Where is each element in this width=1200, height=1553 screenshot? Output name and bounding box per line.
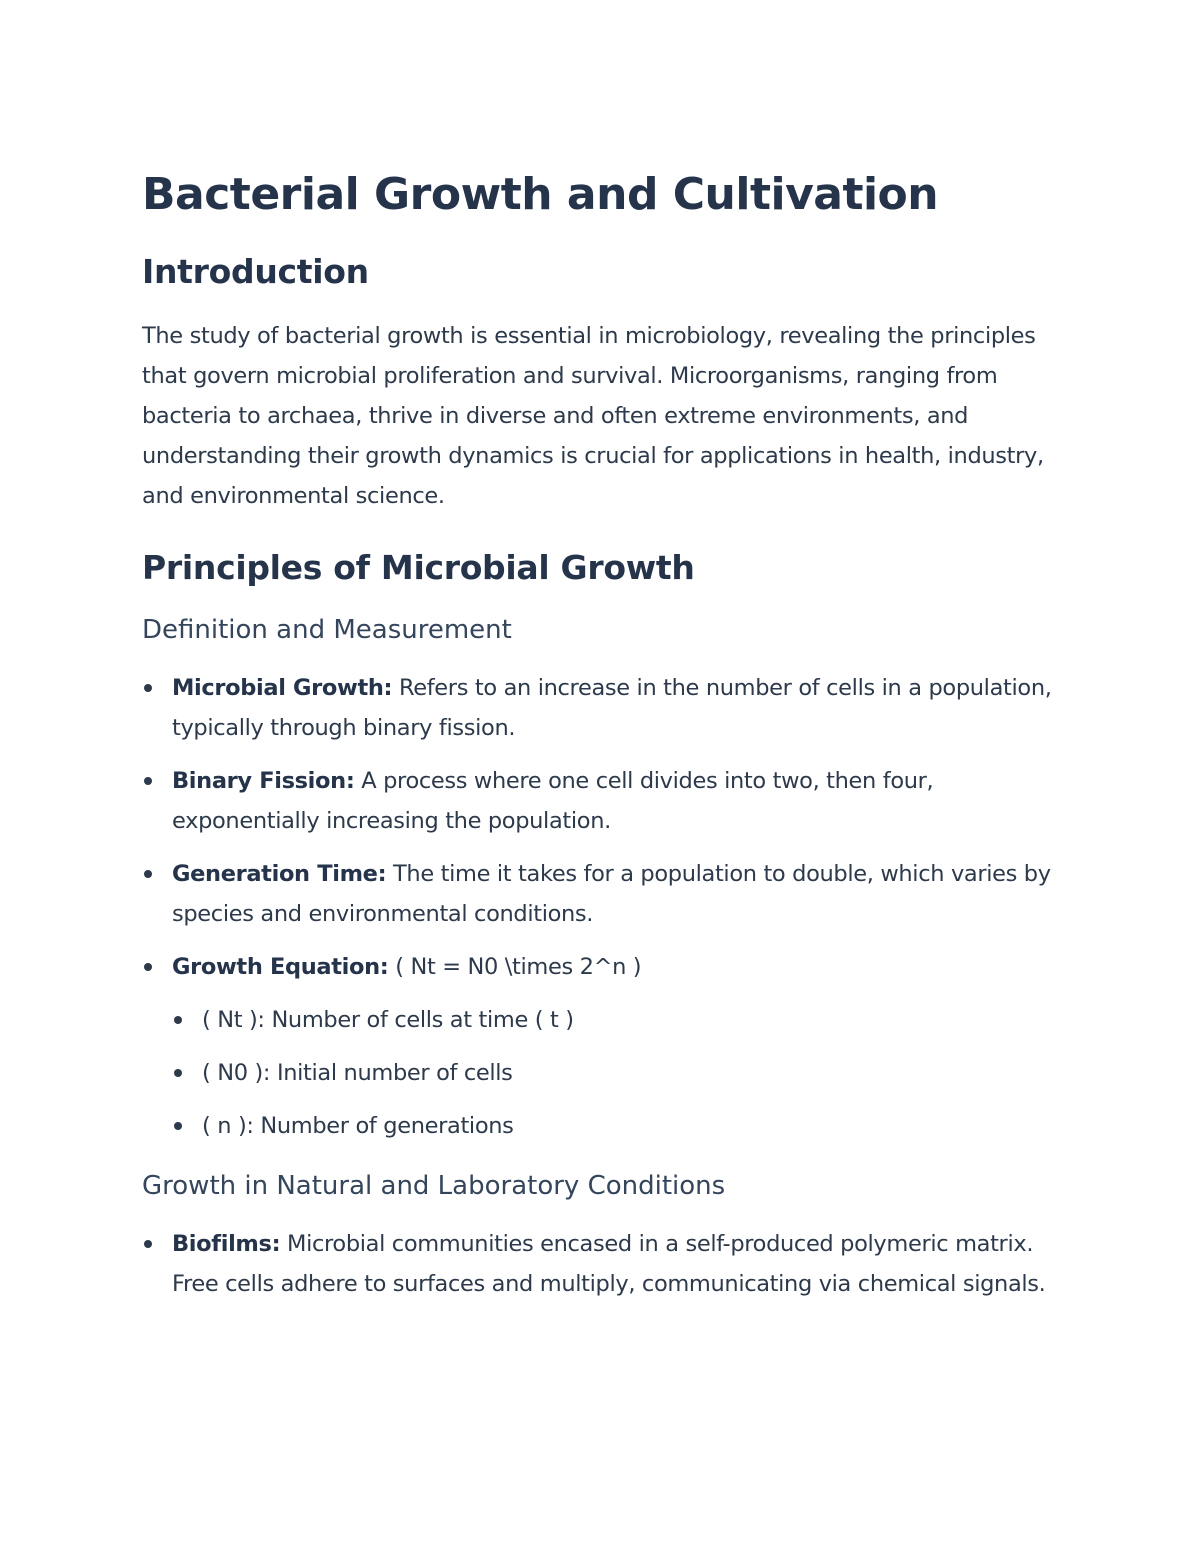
principles-heading: Principles of Microbial Growth	[142, 548, 695, 587]
list-item-growth-equation	[142, 947, 1062, 1146]
list-item-text: A process where one cell divides into two, then four, exponentially increasing the population.	[172, 768, 934, 834]
definition-list	[142, 668, 1062, 1146]
equation-sublist	[172, 1000, 1062, 1146]
definition-heading: Definition and Measurement	[142, 615, 512, 645]
list-item-text: The time it takes for a population to double, which varies by species and environmental conditions.	[172, 861, 1051, 927]
list-item-text: Microbial communities encased in a self-produced polymeric matrix. Free cells adhere to surfaces and multiply, communicating via chemical signals.	[172, 1231, 1046, 1297]
list-item-term: Generation Time:	[172, 861, 387, 887]
sublist-item-nt: ( Nt ): Number of cells at time ( t )	[172, 1000, 1062, 1040]
sublist-item-n0: ( N0 ): Initial number of cells	[172, 1053, 1062, 1093]
list-item-term: Biofilms:	[172, 1231, 281, 1257]
list-item-term: Growth Equation:	[172, 954, 389, 980]
list-item-biofilms	[142, 1224, 1062, 1304]
sublist-item-n: ( n ): Number of generations	[172, 1106, 1062, 1146]
list-item-generation-time	[142, 854, 1062, 934]
list-item-microbial-growth	[142, 668, 1062, 748]
list-item-term: Binary Fission:	[172, 768, 355, 794]
introduction-heading: Introduction	[142, 252, 369, 291]
introduction-paragraph: The study of bacterial growth is essential in microbiology, revealing the principles that govern microbial proliferation and survival. Microorganisms, ranging from bacteria to archaea, thrive in diverse and often extreme environments, and understanding their growth dynamics is crucial for applications in health, industry, and environmental science.	[142, 323, 1044, 509]
list-item-text: Refers to an increase in the number of cells in a population, typically through binary fission.	[172, 675, 1052, 741]
document-page	[142, 165, 1062, 1317]
list-item-term: Microbial Growth:	[172, 675, 393, 701]
list-item-text: ( Nt = N0 \times 2^n )	[388, 954, 642, 980]
page-title: Bacterial Growth and Cultivation	[142, 169, 939, 220]
natural-conditions-list	[142, 1224, 1062, 1304]
natural-conditions-heading: Growth in Natural and Laboratory Conditions	[142, 1171, 726, 1201]
list-item-binary-fission	[142, 761, 1062, 841]
